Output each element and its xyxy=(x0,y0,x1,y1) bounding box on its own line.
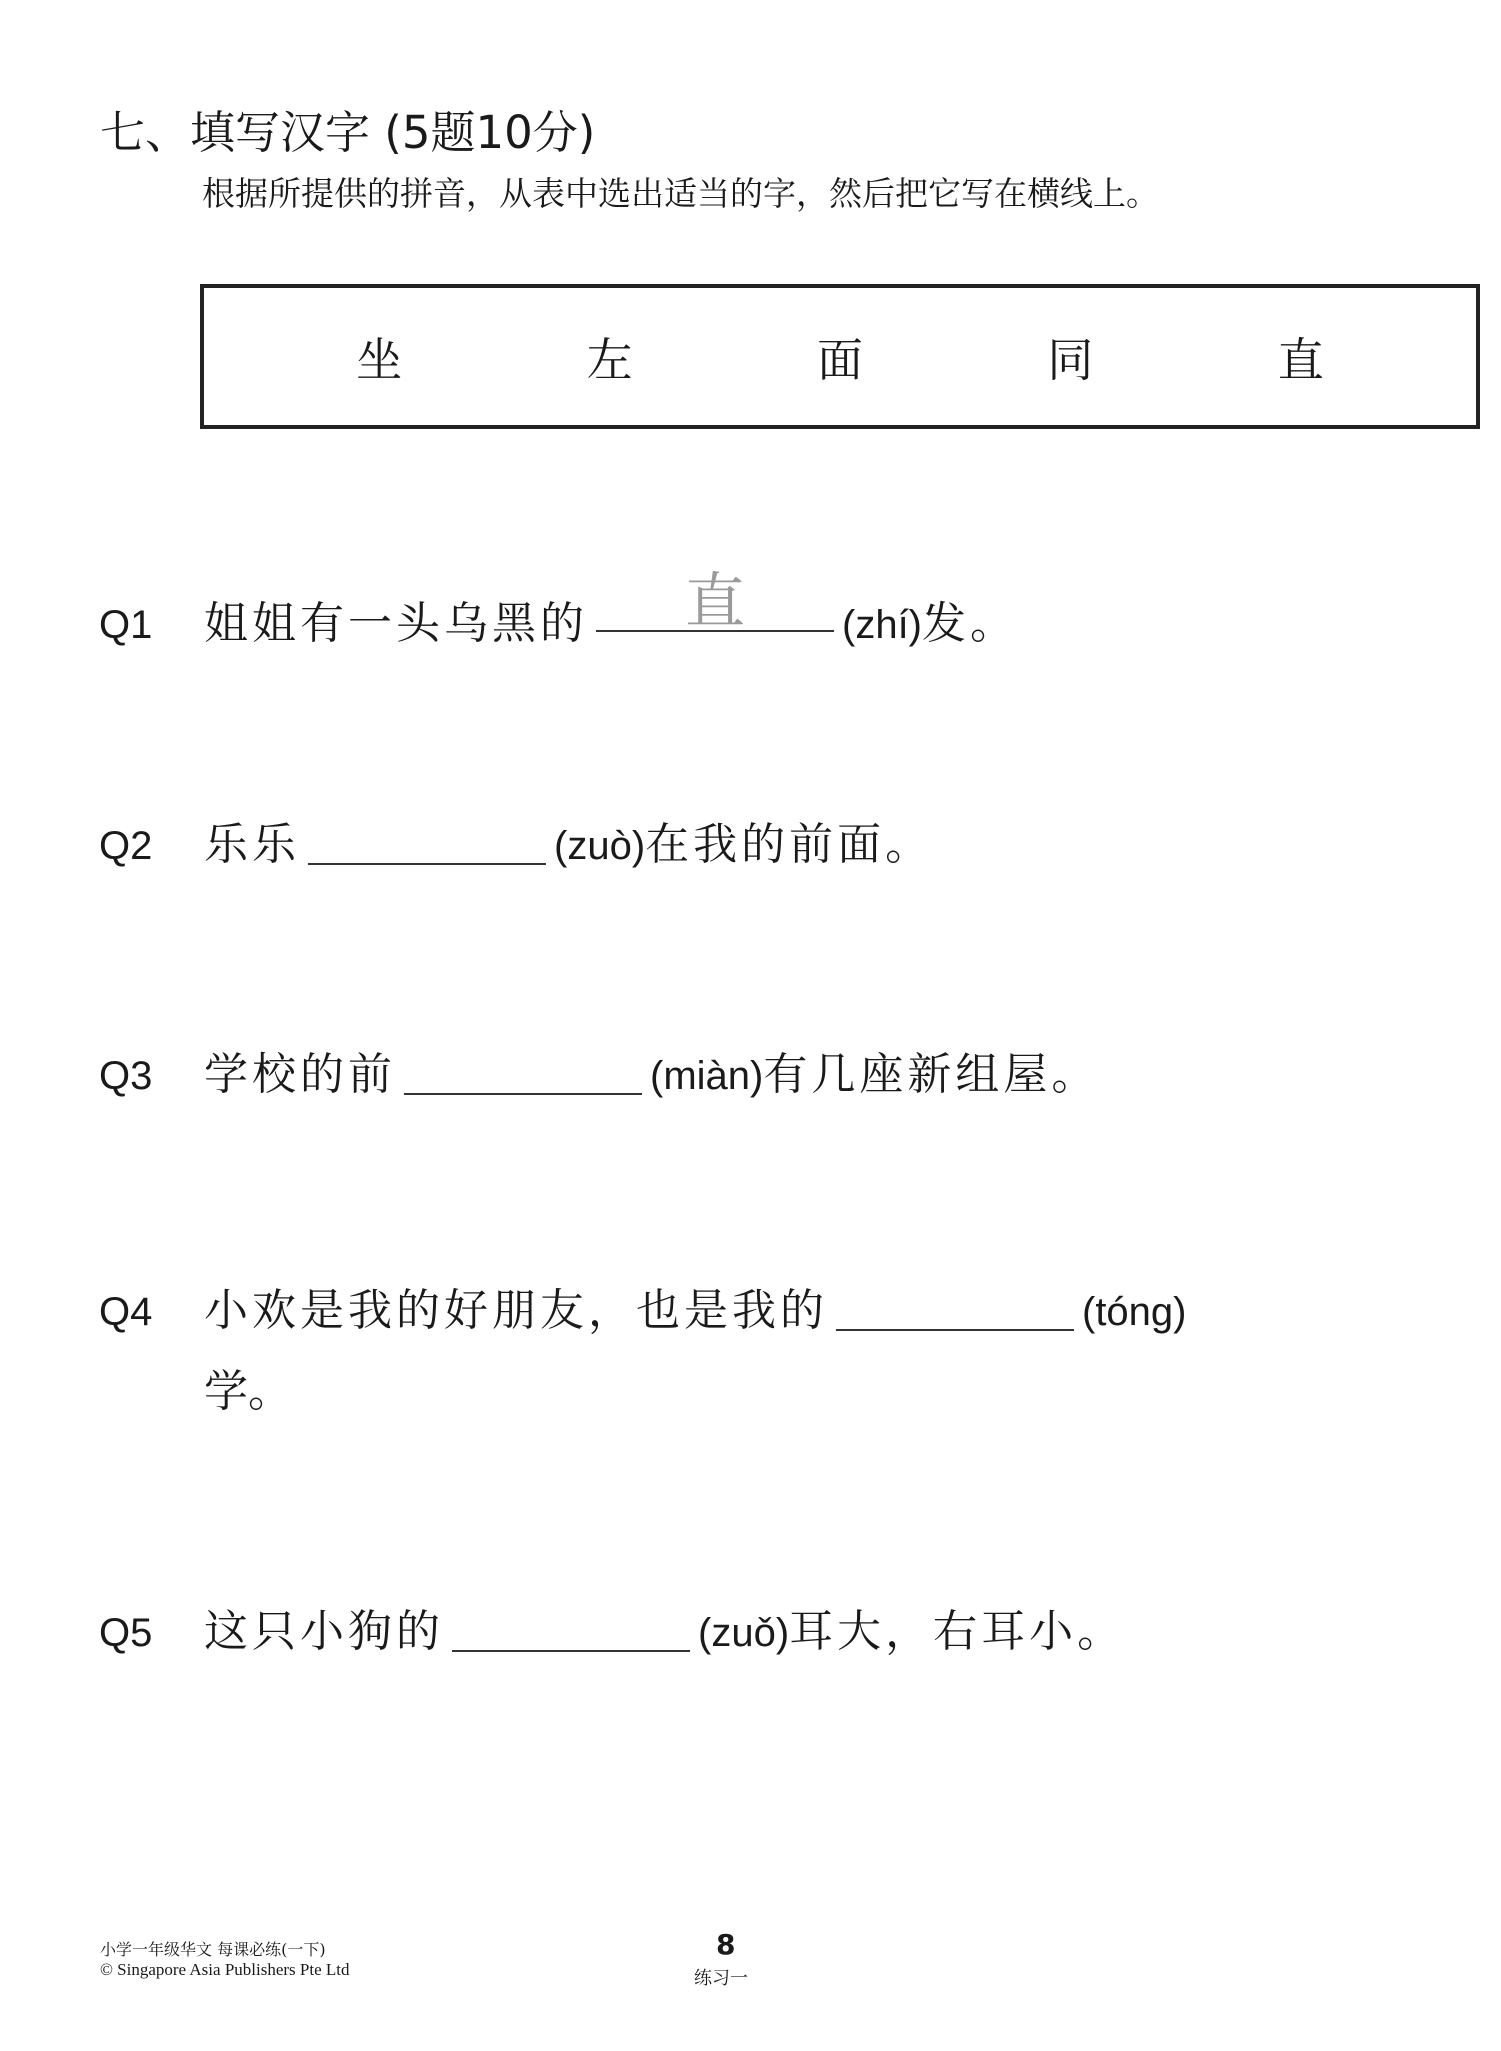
word-bank-item: 直 xyxy=(1277,332,1324,387)
pinyin: (miàn) xyxy=(650,1054,764,1098)
pinyin: (zuǒ) xyxy=(698,1611,790,1655)
answer-blank[interactable] xyxy=(452,1596,690,1652)
answer-blank[interactable] xyxy=(836,1275,1074,1331)
question-text: 姐姐有一头乌黑的 xyxy=(204,598,588,649)
question-3 xyxy=(99,1033,1099,1102)
word-bank xyxy=(200,284,1480,429)
question-5 xyxy=(99,1590,1125,1659)
instructions: 根据所提供的拼音，从表中选出适当的字，然后把它写在横线上。 xyxy=(202,174,1159,213)
answer-blank[interactable] xyxy=(308,809,546,865)
page-number: 8 xyxy=(716,1928,736,1961)
question-label: Q5 xyxy=(99,1611,153,1655)
question-label: Q4 xyxy=(99,1290,153,1334)
question-4-continuation: 学。 xyxy=(204,1366,292,1417)
question-text-after: 发。 xyxy=(922,598,1018,649)
question-text-after: 在我的前面。 xyxy=(645,819,934,870)
question-1 xyxy=(99,567,1018,651)
question-label: Q2 xyxy=(99,824,153,868)
pinyin: (tóng) xyxy=(1082,1290,1187,1334)
question-text: 小欢是我的好朋友，也是我的 xyxy=(204,1285,828,1336)
question-label: Q1 xyxy=(99,603,153,647)
pinyin: (zuò) xyxy=(554,824,646,868)
question-4 xyxy=(99,1269,1187,1338)
copyright: © Singapore Asia Publishers Pte Ltd xyxy=(100,1960,350,1979)
question-text-after: 有几座新组屋。 xyxy=(763,1049,1100,1100)
exercise-label: 练习一 xyxy=(694,1968,748,1989)
word-bank-item: 坐 xyxy=(356,332,403,387)
question-text: 乐乐 xyxy=(204,819,300,870)
word-bank-item: 左 xyxy=(586,332,633,387)
question-2 xyxy=(99,803,933,872)
answer-blank[interactable] xyxy=(404,1039,642,1095)
question-text: 学校的前 xyxy=(204,1049,396,1100)
section-title: 七、填写汉字 (5题10分) xyxy=(100,106,596,159)
pinyin: (zhí) xyxy=(842,603,922,647)
question-text-after: 耳大，右耳小。 xyxy=(789,1606,1126,1657)
answer-blank[interactable] xyxy=(596,567,834,637)
answer-text: 直 xyxy=(685,567,745,637)
word-bank-item: 同 xyxy=(1047,332,1094,387)
book-title: 小学一年级华文 每课必练(一下) xyxy=(100,1940,326,1959)
word-bank-item: 面 xyxy=(816,332,863,387)
question-text: 这只小狗的 xyxy=(204,1606,444,1657)
question-label: Q3 xyxy=(99,1054,153,1098)
